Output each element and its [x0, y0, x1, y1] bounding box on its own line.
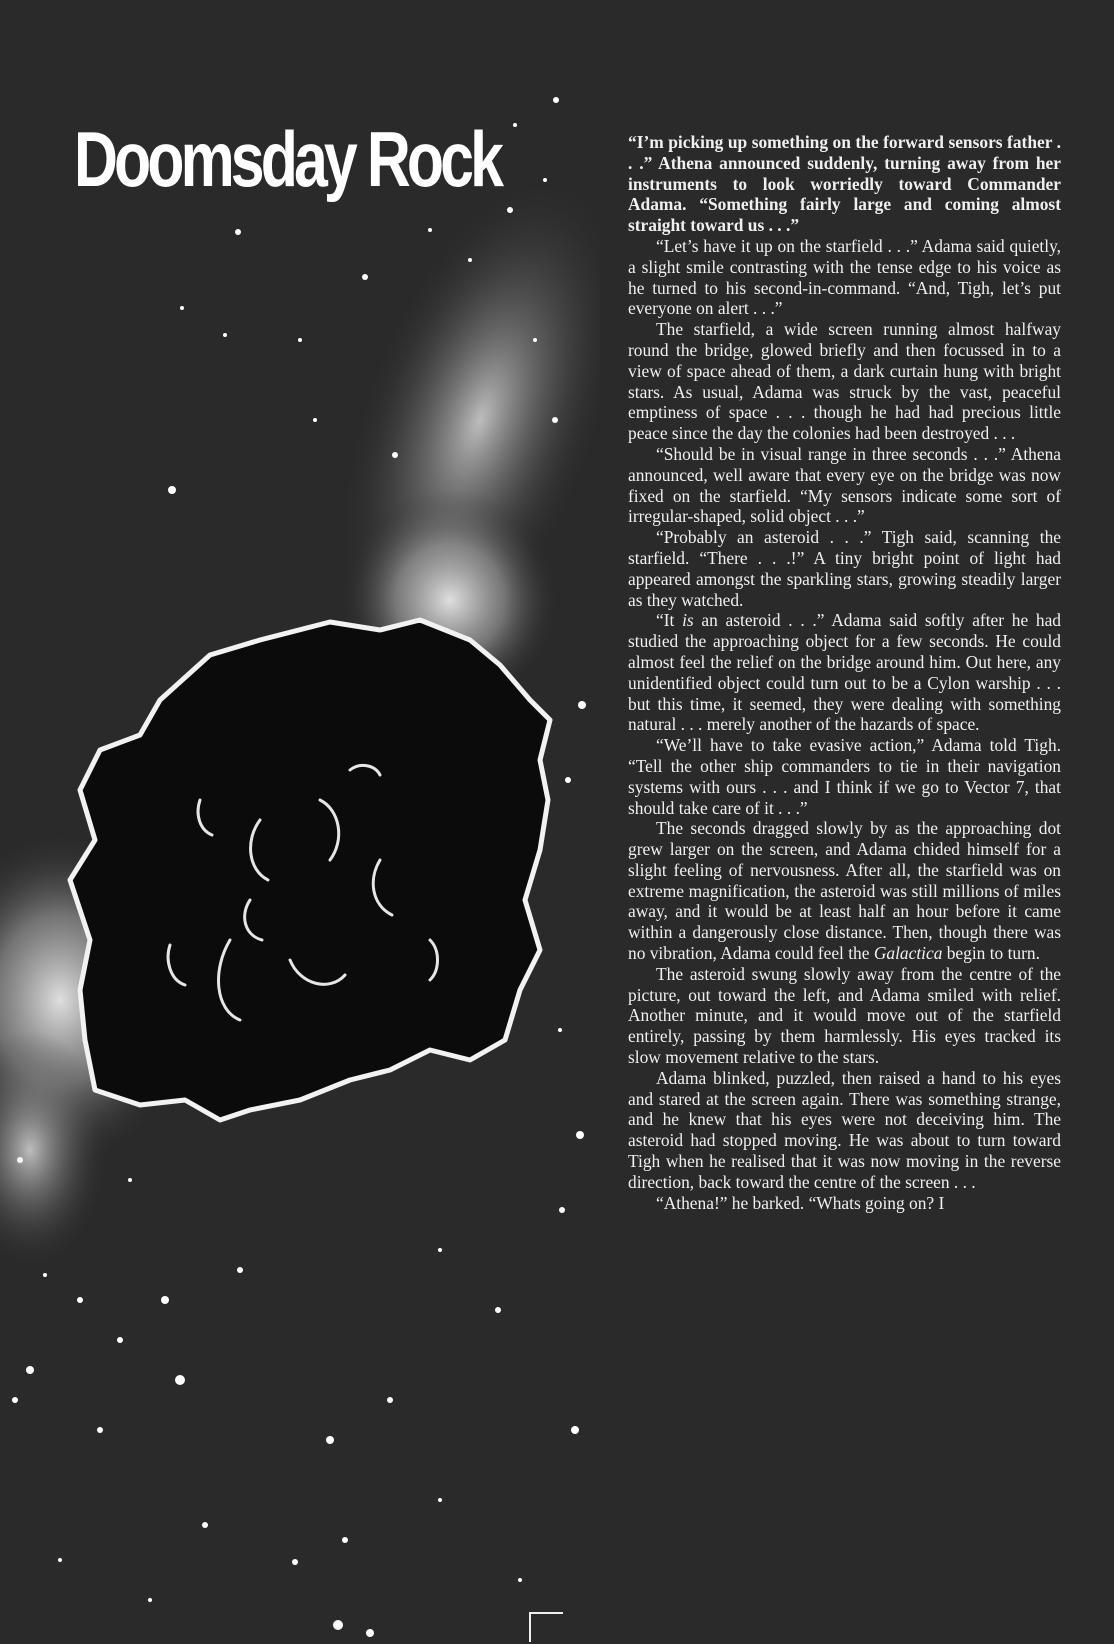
story-paragraph: “It is an asteroid . . .” Adama said softly after he had studied the approaching object for a few seconds. He could almost feel the relief on the bridge around him. Out here, any unidentified object could turn out to be a Cylon warship . . . but this time, it seemed, they were dealing with something natural . . . merely another of the hazards of space.: [628, 610, 1061, 735]
story-paragraph: The asteroid swung slowly away from the centre of the picture, out toward the left, and Adama smiled with relief. Another minute, and it would move out of the starfield entirely, passing by them harmlessly. His eyes tracked its slow movement relative to the stars.: [628, 963, 1061, 1068]
story-paragraph: “Probably an asteroid . . .” Tigh said, scanning the starfield. “There . . .!” A tiny bright point of light had appeared amongst the sparkling stars, growing steadily larger as they watched.: [628, 527, 1061, 610]
lead-paragraph: “I’m picking up something on the forward sensors father . . .” Athena announced suddenly, turning away from her instruments to look worriedly toward Commander Adama. “Something fairly large and coming almost straight toward us . . .”: [628, 132, 1061, 236]
story-title: Doomsday Rock: [74, 115, 501, 203]
story-paragraph: The starfield, a wide screen running almost halfway round the bridge, glowed briefly and then focussed in to a view of space ahead of them, a dark curtain hung with bright stars. As usual, Adama was struck by the vast, peaceful emptiness of space . . . though he had had precious little peace since the day the colonies had been destroyed . . .: [628, 319, 1061, 444]
story-paragraph: The seconds dragged slowly by as the approaching dot grew larger on the screen, and Adama chided himself for a slight feeling of nervousness. After all, the starfield was on extreme magnification, the asteroid was still millions of miles away, and it would be at least half an hour before it came within a dangerously close distance. Then, though there was no vibration, Adama could feel the Galactica begin to turn.: [628, 818, 1061, 964]
story-text: [628, 132, 1061, 1213]
story-paragraph: “Should be in visual range in three seconds . . .” Athena announced, well aware that every eye on the bridge was now fixed on the starfield. “My sensors indicate some sort of irregular-shaped, solid object . . .”: [628, 443, 1061, 527]
story-paragraph: “Let’s have it up on the starfield . . .” Adama said quietly, a slight smile contrasting with the tense edge to his voice as he turned to his second-in-command. “And, Tigh, let’s put everyone on alert . . .”: [628, 235, 1061, 319]
asteroid: [70, 620, 550, 1120]
story-paragraph: “We’ll have to take evasive action,” Adama told Tigh. “Tell the other ship commanders to tie in their navigation systems with ours . . . and I think if we go to Vector 7, that should take care of it . . .”: [628, 735, 1061, 818]
artist-signature: [529, 1612, 563, 1642]
story-paragraph: “Athena!” he barked. “Whats going on? I: [656, 1192, 945, 1213]
story-paragraph: Adama blinked, puzzled, then raised a hand to his eyes and stared at the screen again. There was something strange, and he knew that his eyes were not deceiving him. The asteroid had stopped moving. He was about to turn toward Tigh when he realised that it was now moving in the reverse direction, back toward the centre of the screen . . .: [628, 1067, 1061, 1192]
